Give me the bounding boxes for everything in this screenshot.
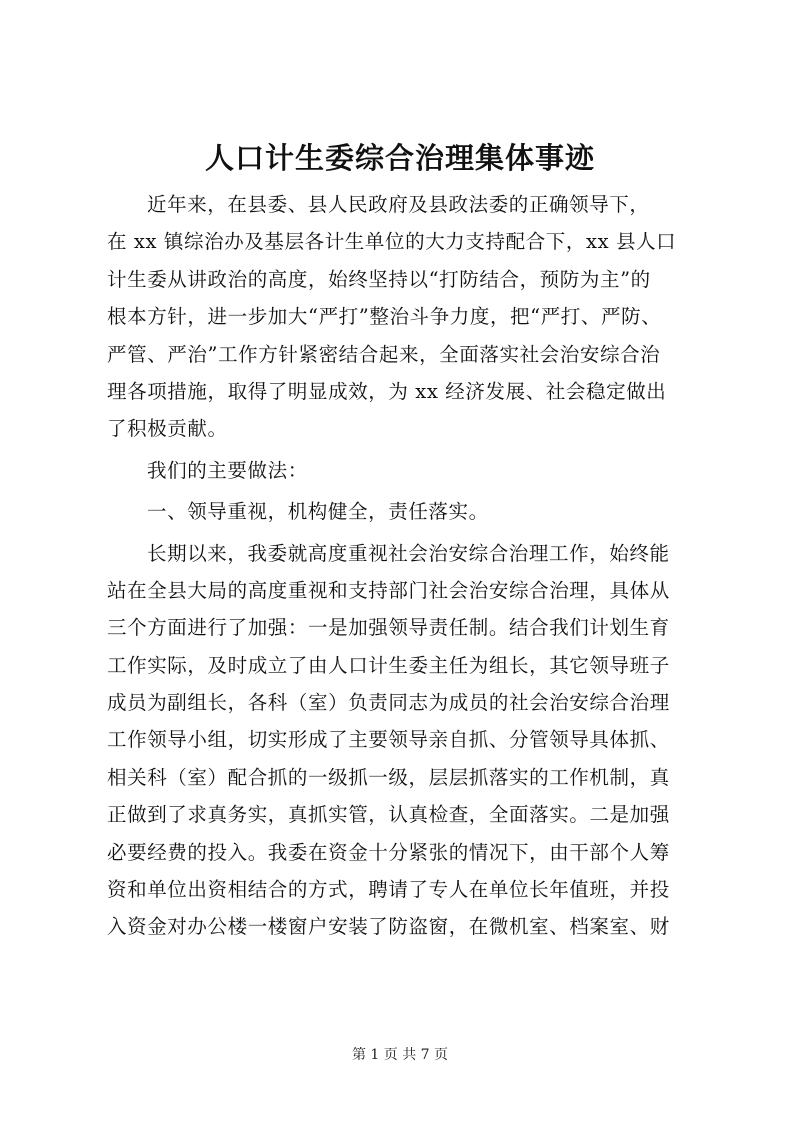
text-line: 站在全县大局的高度重视和支持部门社会治安综合治理，具体从 [107,578,670,602]
text-line: 了积极贡献。 [107,417,228,441]
text-line: 成员为副组长，各科（室）负责同志为成员的社会治安综合治理 [107,691,670,715]
text-line: 三个方面进行了加强：一是加强领导责任制。结合我们计划生育 [107,616,670,640]
text-line: 必要经费的投入。我委在资金十分紧张的情况下，由干部个人筹 [107,840,670,864]
section-heading: 一、领导重视，机构健全，责任落实。 [147,500,489,524]
text-line: 入资金对办公楼一楼窗户安装了防盗窗，在微机室、档案室、财 [107,915,670,939]
page-number-footer: 第 1 页 共 7 页 [351,1047,449,1063]
text-line: 长期以来，我委就高度重视社会治安综合治理工作，始终能 [147,541,670,565]
document-body [107,186,707,946]
text-line: 严管、严治”工作方针紧密结合起来，全面落实社会治安综合治 [107,342,661,366]
text-line: 正做到了求真务实，真抓实管，认真检查，全面落实。二是加强 [107,803,670,827]
text-line: 资和单位出资相结合的方式，聘请了专人在单位长年值班，并投 [107,878,670,902]
text-line: 在 xx 镇综治办及基层各计生单位的大力支持配合下，xx 县人口 [107,230,677,254]
text-line: 近年来，在县委、县人民政府及县政法委的正确领导下， [147,193,650,216]
text-line: 理各项措施，取得了明显成效，为 xx 经济发展、社会稳定做出 [107,379,667,403]
text-line: 工作实际，及时成立了由人口计生委主任为组长，其它领导班子 [107,653,670,677]
text-line: 相关科（室）配合抓的一级抓一级，层层抓落实的工作机制，真 [107,765,670,789]
text-line: 工作领导小组，切实形成了主要领导亲自抓、分管领导具体抓、 [107,728,670,752]
text-line: 根本方针，进一步加大“严打”整治斗争力度，把“严打、严防、 [107,305,662,329]
text-line: 计生委从讲政治的高度，始终坚持以“打防结合，预防为主”的 [107,267,651,291]
document-title: 人口计生委综合治理集体事迹 [204,141,595,175]
text-line: 我们的主要做法： [147,458,308,482]
